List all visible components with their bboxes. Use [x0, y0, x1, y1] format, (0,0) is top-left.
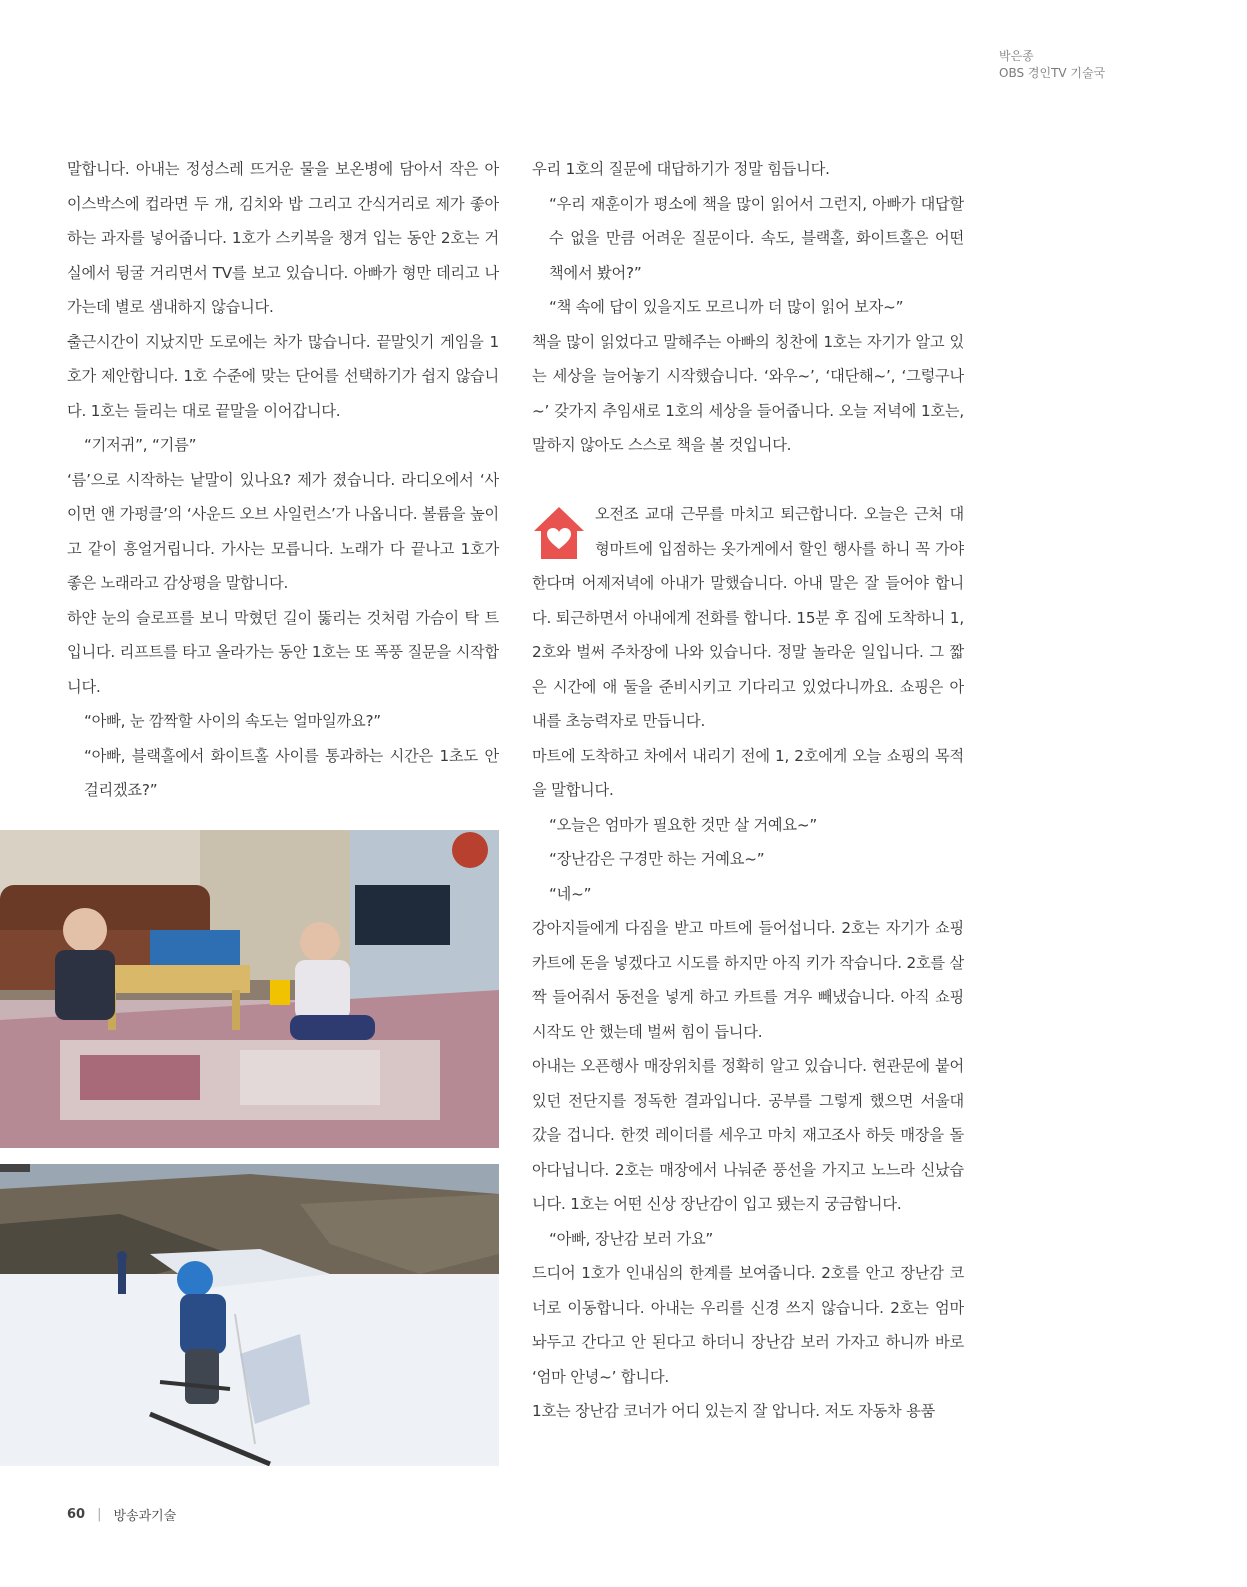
quote-paragraph: “책 속에 답이 있을지도 모르니까 더 많이 읽어 보자~” [549, 298, 904, 316]
right-text-block-2 [532, 497, 964, 1429]
footer-separator: | [97, 1507, 102, 1522]
quote-paragraph: “아빠, 눈 깜짝할 사이의 속도는 얼마일까요?” [84, 712, 381, 730]
magazine-name: 방송과기술 [113, 1509, 177, 1524]
quote-paragraph: “기저귀”, “기름” [84, 436, 197, 454]
body-paragraph: 오전조 교대 근무를 마치고 퇴근합니다. 오늘은 근처 대형마트에 입점하는 옷가게에서 할인 행사를 하니 꼭 가야 한다며 어제저녁에 아내가 말했습니다. 아내 말은 잘 들어야 합니다. 퇴근하면서 아내에게 전화를 합니다. 15분 후 집에 도착하니 1, 2호와 벌써 주차장에 나와 있습니다. 정말 놀라운 일입니다. 그 짧은 시간에 애 둘을 준비시키고 기다리고 있었다니까요. 쇼핑은 아내를 초능력자로 만듭니다. [532, 505, 964, 730]
photo-kids-living-room [0, 830, 499, 1148]
body-paragraph: 마트에 도착하고 차에서 내리기 전에 1, 2호에게 오늘 쇼핑의 목적을 말합니다. [532, 746, 964, 799]
left-text-column [67, 152, 499, 808]
body-paragraph: 1호는 장난감 코너가 어디 있는지 잘 압니다. 저도 자동차 용품 [532, 1402, 936, 1420]
body-paragraph: 아내는 오픈행사 매장위치를 정확히 알고 있습니다. 현관문에 붙어 있던 전단지를 정독한 결과입니다. 공부를 그렇게 했으면 서울대 갔을 겁니다. 한껏 레이더를 세우고 마치 재고조사 하듯 매장을 돌아다닙니다. 2호는 매장에서 나눠준 풍선을 가지고 노느라 신났습니다. 1호는 어떤 신상 장난감이 입고 됐는지 궁금합니다. [532, 1057, 964, 1213]
body-paragraph: 드디어 1호가 인내심의 한계를 보여줍니다. 2호를 안고 장난감 코너로 이동합니다. 아내는 우리를 신경 쓰지 않습니다. 2호는 엄마 놔두고 간다고 안 된다고 하더니 장난감 보러 가자고 하니까 바로 ‘엄마 안녕~’ 합니다. [532, 1264, 964, 1386]
body-paragraph: 출근시간이 지났지만 도로에는 차가 많습니다. 끝말잇기 게임을 1호가 제안합니다. 1호 수준에 맞는 단어를 선택하기가 쉽지 않습니다. 1호는 들리는 대로 끝말을 이어갑니다. [67, 332, 499, 420]
photo-child-skiing [0, 1164, 499, 1466]
body-paragraph: 책을 많이 읽었다고 말해주는 아빠의 칭찬에 1호는 자기가 알고 있는 세상을 늘어놓기 시작했습니다. ‘와우~’, ‘대단해~’, ‘그렇구나~’ 갖가지 추임새로 1호의 세상을 들어줍니다. 오늘 저녁에 1호는, 말하지 않아도 스스로 책을 볼 것입니다. [532, 332, 964, 454]
quote-paragraph: “네~” [549, 884, 592, 903]
quote-paragraph: “아빠, 장난감 보러 가요” [549, 1229, 714, 1248]
author-info [999, 48, 1105, 82]
page-footer [67, 1505, 176, 1524]
right-text-block-1 [532, 152, 964, 463]
author-org: OBS 경인TV 기술국 [999, 66, 1106, 80]
body-paragraph: 하얀 눈의 슬로프를 보니 막혔던 길이 뚫리는 것처럼 가슴이 탁 트입니다. 리프트를 타고 올라가는 동안 1호는 또 폭풍 질문을 시작합니다. [67, 608, 499, 696]
quote-paragraph: “오늘은 엄마가 필요한 것만 살 거예요~” [549, 815, 818, 834]
body-paragraph: 강아지들에게 다짐을 받고 마트에 들어섭니다. 2호는 자기가 쇼핑카트에 돈을 넣겠다고 시도를 하지만 아직 키가 작습니다. 2호를 살짝 들어줘서 동전을 넣게 하고 카트를 겨우 빼냈습니다. 아직 쇼핑 시작도 안 했는데 벌써 힘이 듭니다. [532, 919, 964, 1041]
quote-paragraph: “장난감은 구경만 하는 거예요~” [549, 850, 765, 868]
quote-paragraph: “우리 재훈이가 평소에 책을 많이 읽어서 그런지, 아빠가 대답할 수 없을 만큼 어려운 질문이다. 속도, 블랙홀, 화이트홀은 어떤 책에서 봤어?” [549, 194, 964, 282]
body-paragraph: ‘름’으로 시작하는 낱말이 있나요? 제가 졌습니다. 라디오에서 ‘사이먼 앤 가펑클’의 ‘사운드 오브 사일런스’가 나옵니다. 볼륨을 높이고 같이 흥얼거립니다. 가사는 모릅니다. 노래가 다 끝나고 1호가 좋은 노래라고 감상평을 말합니다. [67, 470, 499, 592]
section-start [532, 497, 964, 1429]
page-number: 60 [67, 1507, 86, 1522]
body-paragraph: 말합니다. 아내는 정성스레 뜨거운 물을 보온병에 담아서 작은 아이스박스에 컵라면 두 개, 김치와 밥 그리고 간식거리로 제가 좋아하는 과자를 넣어줍니다. 1호가 스키복을 챙겨 입는 동안 2호는 거실에서 뒹굴 거리면서 TV를 보고 있습니다. 아빠가 형만 데리고 나가는데 별로 샘내하지 않습니다. [67, 160, 499, 316]
body-paragraph: 우리 1호의 질문에 대답하기가 정말 힘듭니다. [532, 160, 830, 178]
author-name: 박은종 [999, 49, 1034, 63]
section-gap [532, 463, 964, 498]
right-text-column [532, 152, 964, 1429]
quote-paragraph: “아빠, 블랙홀에서 화이트홀 사이를 통과하는 시간은 1초도 안 걸리겠죠?” [84, 746, 499, 799]
house-heart-icon [532, 505, 586, 561]
